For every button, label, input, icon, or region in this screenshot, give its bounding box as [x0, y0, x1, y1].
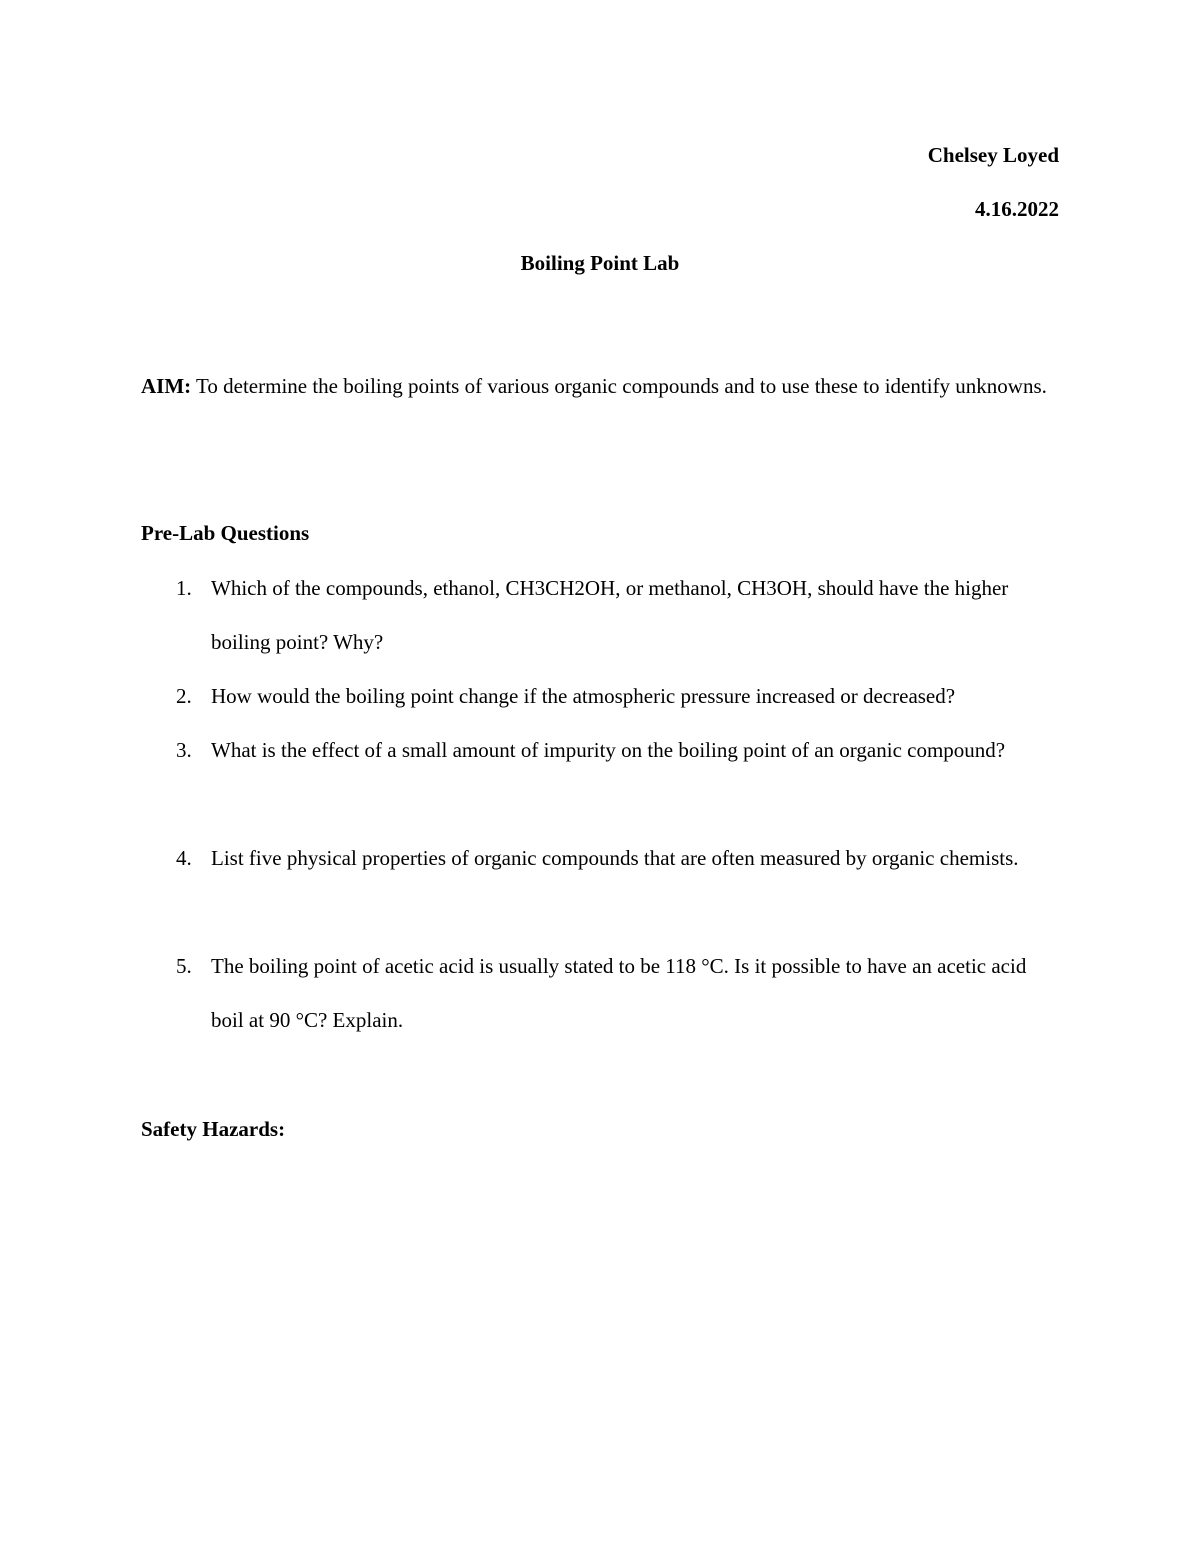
- safety-hazards-heading: Safety Hazards:: [141, 1117, 286, 1141]
- prelab-question-1: [141, 561, 1061, 669]
- question-number: 4.: [176, 846, 192, 870]
- question-text: The boiling point of acetic acid is usually stated to be 118 °C. Is it possible to have an acetic acid boil at 90 °C? Explain.: [211, 954, 1027, 1032]
- prelab-question-3: [141, 723, 1061, 777]
- prelab-heading: Pre-Lab Questions: [141, 521, 310, 545]
- question-number: 1.: [176, 576, 192, 600]
- prelab-question-5: [141, 939, 1061, 1047]
- question-number: 3.: [176, 738, 192, 762]
- author-name: Chelsey Loyed: [927, 143, 1059, 167]
- aim-text: To determine the boiling points of various organic compounds and to use these to identify unknowns.: [191, 374, 1047, 398]
- prelab-question-4: [141, 831, 1061, 885]
- question-number: 5.: [176, 954, 192, 978]
- aim-label: AIM:: [141, 374, 192, 398]
- question-text: How would the boiling point change if the atmospheric pressure increased or decreased?: [211, 684, 956, 708]
- document-title: Boiling Point Lab: [520, 251, 680, 275]
- question-text: Which of the compounds, ethanol, CH3CH2OH, or methanol, CH3OH, should have the higher boiling point? Why?: [211, 576, 1009, 654]
- aim-paragraph: [141, 359, 1061, 413]
- document-date: 4.16.2022: [975, 197, 1059, 221]
- prelab-question-2: [141, 669, 1061, 723]
- question-text: What is the effect of a small amount of impurity on the boiling point of an organic compound?: [211, 738, 1006, 762]
- question-text: List five physical properties of organic compounds that are often measured by organic chemists.: [211, 846, 1019, 870]
- question-number: 2.: [176, 684, 192, 708]
